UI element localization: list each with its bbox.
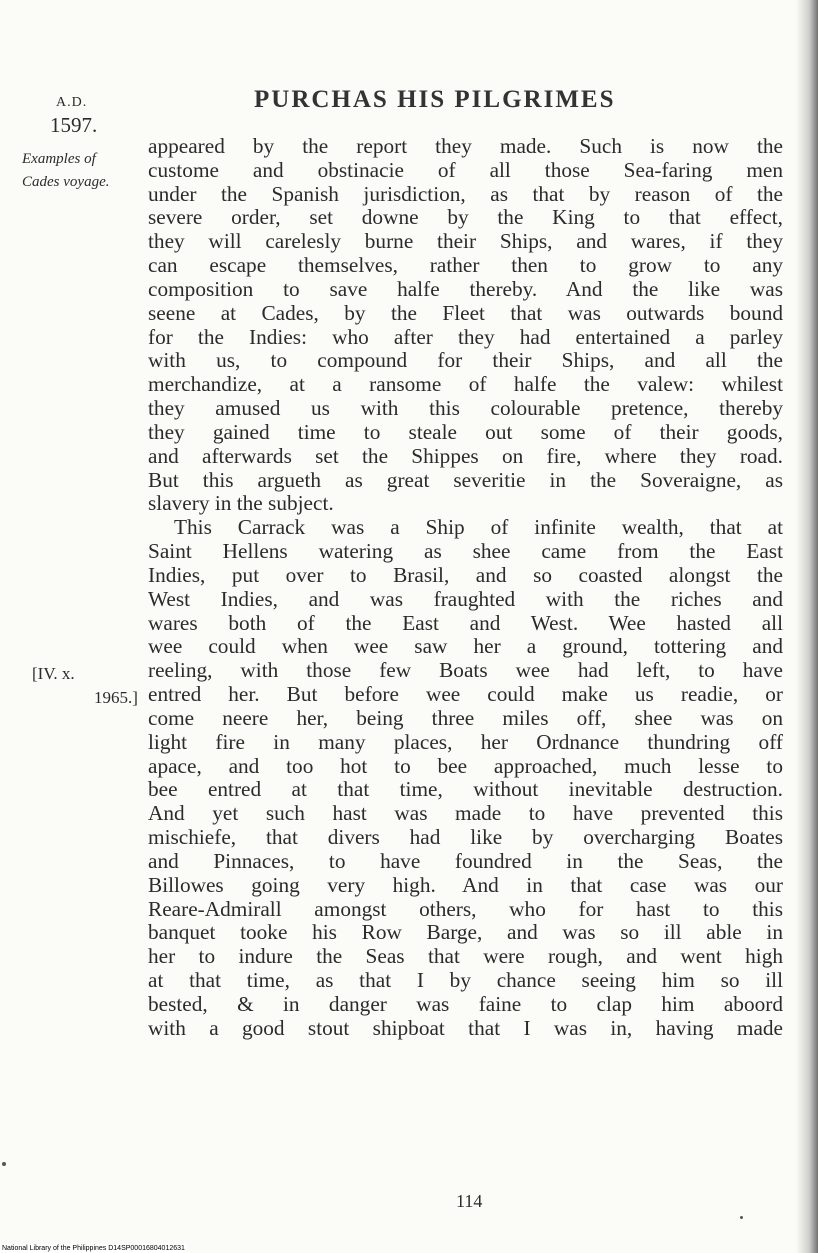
running-header: PURCHAS HIS PILGRIMES	[254, 86, 616, 113]
margin-note-line-1: Examples of	[22, 151, 96, 167]
text-line: composition to save halfe thereby. And the like was	[148, 276, 783, 301]
ink-speck	[2, 1162, 6, 1166]
page-gutter-shadow	[796, 0, 818, 1253]
body-text	[148, 135, 783, 1040]
ink-speck	[740, 1216, 743, 1219]
text-line: custome and obstinacie of all those Sea-faring men	[148, 157, 783, 182]
text-line: and Pinnaces, to have foundred in the Seas, the	[148, 848, 783, 873]
text-line: Reare-Admirall amongst others, who for hast to this	[148, 896, 783, 921]
page-number: 114	[456, 1191, 483, 1211]
text-line: bested, & in danger was faine to clap him aboord	[148, 991, 783, 1016]
text-line: merchandize, at a ransome of halfe the valew: whilest	[148, 372, 783, 397]
text-line: and afterwards set the Shippes on fire, where they road.	[148, 443, 783, 468]
text-line: light fire in many places, her Ordnance thundring off	[148, 729, 783, 754]
scan-credit: National Library of the Philippines D14SP00016804012631	[2, 1245, 185, 1252]
text-line: they will carelesly burne their Ships, and wares, if they	[148, 229, 783, 254]
text-line: West Indies, and was fraughted with the riches and	[148, 586, 783, 611]
margin-anno-domini: A.D.	[56, 95, 88, 110]
text-line: seene at Cades, by the Fleet that was outwards bound	[148, 300, 783, 325]
text-line: they amused us with this colourable pretence, thereby	[148, 396, 783, 421]
text-line: her to indure the Seas that were rough, and went high	[148, 944, 783, 969]
text-line: at that time, as that I by chance seeing him so ill	[148, 967, 783, 992]
text-line: Saint Hellens watering as shee came from the East	[148, 539, 783, 564]
text-line: they gained time to steale out some of their goods,	[148, 419, 783, 444]
text-line: come neere her, being three miles off, shee was on	[148, 705, 783, 730]
text-line: Indies, put over to Brasil, and so coasted alongst the	[148, 562, 783, 587]
text-line: wares both of the East and West. Wee hasted all	[148, 610, 783, 635]
text-line: for the Indies: who after they had entertained a parley	[148, 324, 783, 349]
text-line: slavery in the subject.	[148, 491, 334, 516]
text-line: with a good stout shipboat that I was in, having made	[148, 1015, 783, 1040]
margin-note-line-2: Cades voyage.	[22, 174, 110, 190]
text-line: with us, to compound for their Ships, and all the	[148, 348, 783, 373]
text-line: Billowes going very high. And in that case was our	[148, 872, 783, 897]
text-line: appeared by the report they made. Such is now the	[148, 134, 783, 158]
text-line: And yet such hast was made to have prevented this	[148, 801, 783, 826]
margin-reference-line-1: [IV. x.	[32, 664, 75, 683]
text-line: reeling, with those few Boats wee had left, to have	[148, 658, 783, 683]
text-line: bee entred at that time, without inevitable destruction.	[148, 777, 783, 802]
text-line: mischiefe, that divers had like by overcharging Boates	[148, 825, 783, 850]
text-line: banquet tooke his Row Barge, and was so ill able in	[148, 920, 783, 945]
text-line: wee could when wee saw her a ground, tottering and	[148, 634, 783, 659]
text-line: But this argueth as great severitie in the Soveraigne, as	[148, 467, 783, 492]
text-line: apace, and too hot to bee approached, much lesse to	[148, 753, 783, 778]
margin-year: 1597.	[50, 113, 98, 137]
margin-reference-line-2: 1965.]	[94, 688, 138, 707]
text-line: This Carrack was a Ship of infinite wealth, that at	[174, 515, 783, 540]
text-line: under the Spanish jurisdiction, as that by reason of the	[148, 181, 783, 206]
text-line: entred her. But before wee could make us readie, or	[148, 682, 783, 707]
text-line: severe order, set downe by the King to that effect,	[148, 205, 783, 230]
text-line: can escape themselves, rather then to grow to any	[148, 253, 783, 278]
